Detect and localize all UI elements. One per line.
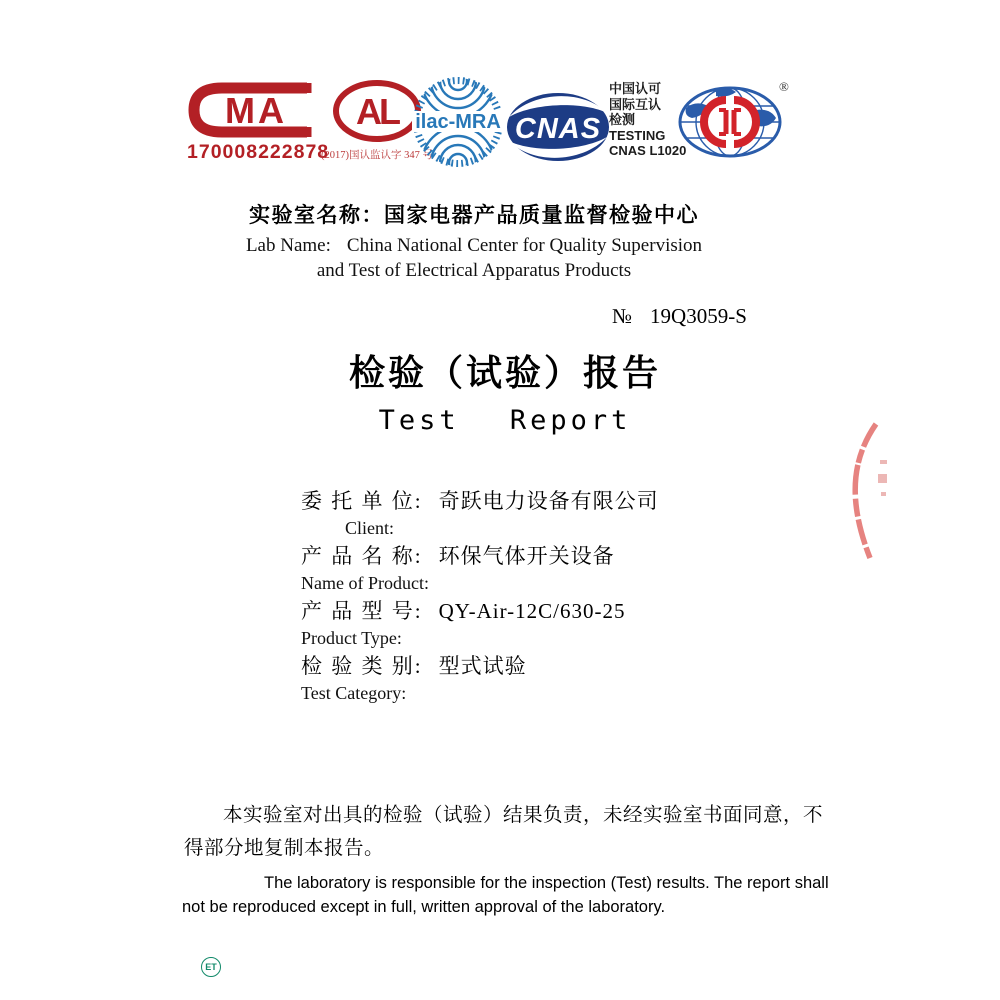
report-number-value: 19Q3059-S: [650, 304, 747, 328]
accreditation-line: TESTING: [609, 127, 666, 143]
partial-red-seal-icon: [836, 416, 900, 566]
cnas-logo-icon: [505, 90, 611, 164]
disclaimer-cn: 本实验室对出具的检验（试验）结果负责，未经实验室书面同意，不得部分地复制本报告。: [184, 805, 824, 859]
field-value: QY-Air-12C/630-25: [438, 599, 626, 623]
svg-text:AL: AL: [356, 91, 398, 132]
field-value: 环保气体开关设备: [438, 544, 615, 568]
field-row-product-type: [301, 597, 781, 652]
cma-accreditation-number: 170008222878: [187, 141, 330, 163]
svg-text:ilac-MRA: ilac-MRA: [415, 111, 501, 133]
svg-text:MA: MA: [225, 90, 287, 131]
accreditation-line: 检测: [609, 112, 636, 127]
cma-logo-icon: [186, 80, 324, 140]
lab-name-cn: 实验室名称：国家电器产品质量监督检验中心: [249, 204, 699, 227]
field-value: 奇跃电力设备有限公司: [438, 489, 659, 513]
registered-mark: ®: [779, 79, 789, 94]
accreditation-line: 国际互认: [609, 96, 662, 112]
field-row-client: [301, 487, 781, 542]
field-value: 型式试验: [438, 654, 527, 678]
report-title-en: Test Report: [378, 405, 632, 436]
accreditation-line: CNAS L1020: [609, 143, 687, 158]
field-label: 产 品 名 称:: [301, 544, 423, 568]
lab-name-en: [0, 235, 948, 257]
lab-name-en-line2: and Test of Electrical Apparatus Products: [316, 260, 632, 281]
lab-name-en-line1: China National Center for Quality Supervision: [346, 235, 703, 256]
lab-name-block: [0, 199, 948, 282]
accreditation-globe-logo-icon: [676, 78, 792, 162]
field-sublabel: Client:: [345, 518, 394, 538]
disclaimer-en: The laboratory is responsible for the inspection (Test) results. The report shall not be reproduced except in full, written approval of the laboratory.: [182, 874, 829, 916]
report-number-prefix: №: [612, 304, 633, 328]
field-sublabel: Test Category:: [301, 683, 407, 703]
lab-name-en-label: Lab Name:: [245, 235, 331, 256]
report-title-cn: 检验（试验）报告: [348, 352, 661, 393]
field-sublabel: Name of Product:: [301, 573, 429, 593]
report-number: [612, 304, 747, 329]
accreditation-line: 中国认可: [609, 81, 662, 96]
al-accreditation-caption: (2017)国认监认字 347 号: [321, 150, 433, 161]
field-row-product-name: [301, 542, 781, 597]
field-label: 产 品 型 号:: [301, 599, 423, 623]
field-sublabel: Product Type:: [301, 628, 402, 648]
et-mark-icon: ET: [201, 957, 221, 977]
field-label: 委 托 单 位:: [301, 489, 423, 513]
field-label: 检 验 类 别:: [301, 654, 423, 678]
accreditation-text-block: [609, 81, 686, 159]
report-fields: [301, 487, 781, 707]
field-row-test-category: [301, 652, 781, 707]
ilac-mra-stamp-icon: [411, 75, 505, 169]
svg-text:CNAS: CNAS: [514, 113, 602, 145]
